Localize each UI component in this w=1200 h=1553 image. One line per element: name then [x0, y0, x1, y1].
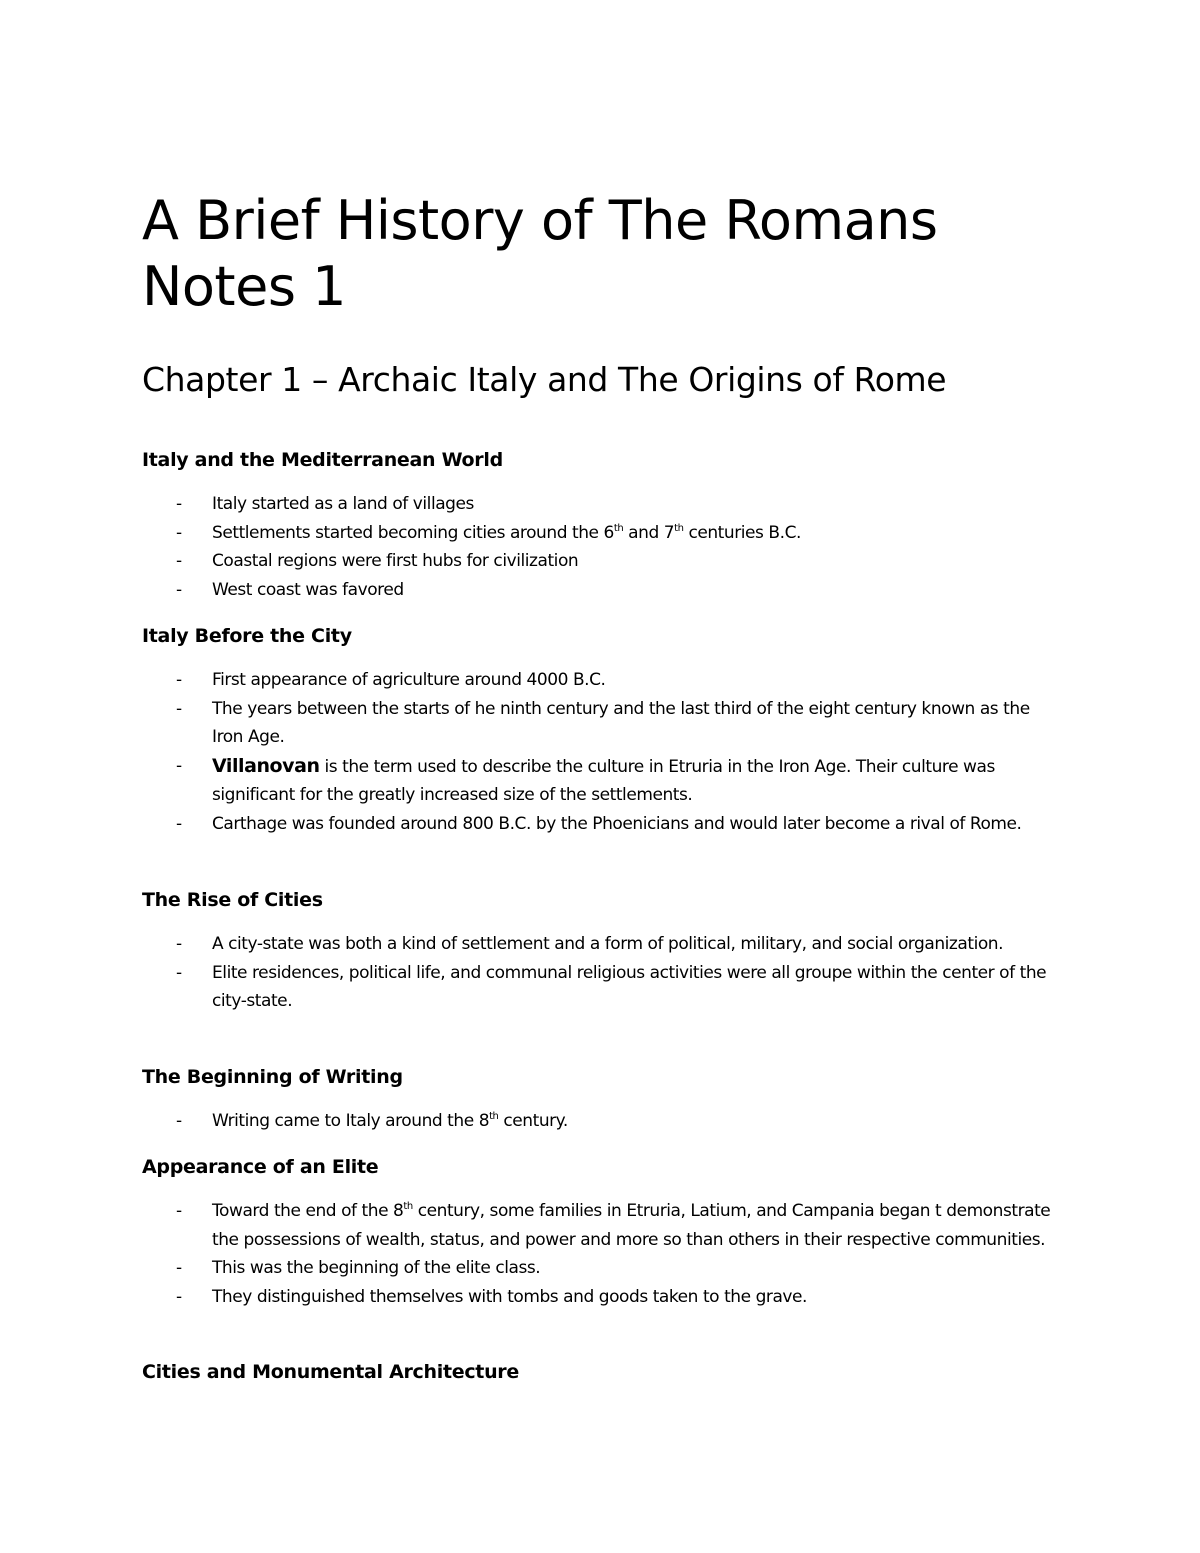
- list-item: - A city-state was both a kind of settlement and a form of political, military, and social organization.: [142, 930, 1062, 959]
- list-item: - The years between the starts of he ninth century and the last third of the eight century known as the Iron Age.: [142, 695, 1062, 752]
- list-item: - Settlements started becoming cities around the 6th and 7th centuries B.C.: [142, 519, 1062, 548]
- section-beginning-of-writing: [142, 1063, 1082, 1136]
- list-item: - This was the beginning of the elite class.: [142, 1254, 1062, 1283]
- bullet-dash: -: [176, 670, 182, 690]
- bullet-dash: -: [176, 551, 182, 571]
- list-item: - They distinguished themselves with tombs and goods taken to the grave.: [142, 1283, 1062, 1312]
- bullet-dash: -: [176, 1258, 182, 1278]
- title-line-1: A Brief History of The Romans: [142, 189, 938, 252]
- list-item: - Writing came to Italy around the 8th century.: [142, 1107, 1062, 1136]
- list-item: - Italy started as a land of villages: [142, 490, 1062, 519]
- bullet-dash: -: [176, 1286, 182, 1307]
- list-item: - Elite residences, political life, and communal religious activities were all groupe within the center of the city-state.: [142, 959, 1062, 1016]
- section-heading: The Rise of Cities: [142, 889, 323, 911]
- term-villanovan: Villanovan: [212, 754, 320, 777]
- bullet-list: [142, 1197, 1082, 1311]
- list-item: - Toward the end of the 8th century, some families in Etruria, Latium, and Campania began t demonstrate the possessions of wealth, status, and power and more so than others in their respective communities.: [142, 1197, 1062, 1254]
- bullet-list: [142, 490, 1082, 604]
- section-heading: The Beginning of Writing: [142, 1066, 403, 1088]
- list-item: - First appearance of agriculture around 4000 B.C.: [142, 666, 1062, 695]
- list-item: - Villanovan is the term used to describe the culture in Etruria in the Iron Age. Their culture was significant for the greatly increased size of the settlements.: [142, 752, 1062, 810]
- bullet-dash: -: [176, 522, 182, 543]
- section-mediterranean-world: [142, 446, 1082, 604]
- bullet-dash: -: [176, 813, 182, 834]
- section-heading: Appearance of an Elite: [142, 1156, 379, 1178]
- bullet-dash: -: [176, 962, 182, 983]
- bullet-dash: -: [176, 1201, 182, 1221]
- section-heading: Italy and the Mediterranean World: [142, 449, 503, 471]
- section-heading: Italy Before the City: [142, 625, 352, 647]
- bullet-dash: -: [176, 579, 182, 600]
- section-heading: Cities and Monumental Architecture: [142, 1361, 519, 1383]
- list-item: - Coastal regions were first hubs for civilization: [142, 547, 1062, 576]
- section-italy-before-city: [142, 622, 1082, 838]
- section-appearance-of-elite: [142, 1153, 1082, 1311]
- bullet-list: [142, 930, 1082, 1016]
- bullet-list: [142, 1107, 1082, 1136]
- bullet-dash: -: [176, 755, 182, 776]
- list-item: - West coast was favored: [142, 576, 1062, 605]
- chapter-heading: Chapter 1 – Archaic Italy and The Origins of Rome: [142, 360, 947, 399]
- document-title: [142, 188, 1102, 320]
- list-item: - Carthage was founded around 800 B.C. by the Phoenicians and would later become a rival of Rome.: [142, 810, 1062, 839]
- bullet-list: [142, 666, 1082, 838]
- bullet-dash: -: [176, 698, 182, 719]
- section-cities-architecture: [142, 1358, 1082, 1402]
- bullet-dash: -: [176, 1111, 182, 1131]
- bullet-dash: -: [176, 494, 182, 514]
- title-line-2: Notes 1: [142, 255, 346, 318]
- section-rise-of-cities: [142, 886, 1082, 1016]
- bullet-dash: -: [176, 934, 182, 954]
